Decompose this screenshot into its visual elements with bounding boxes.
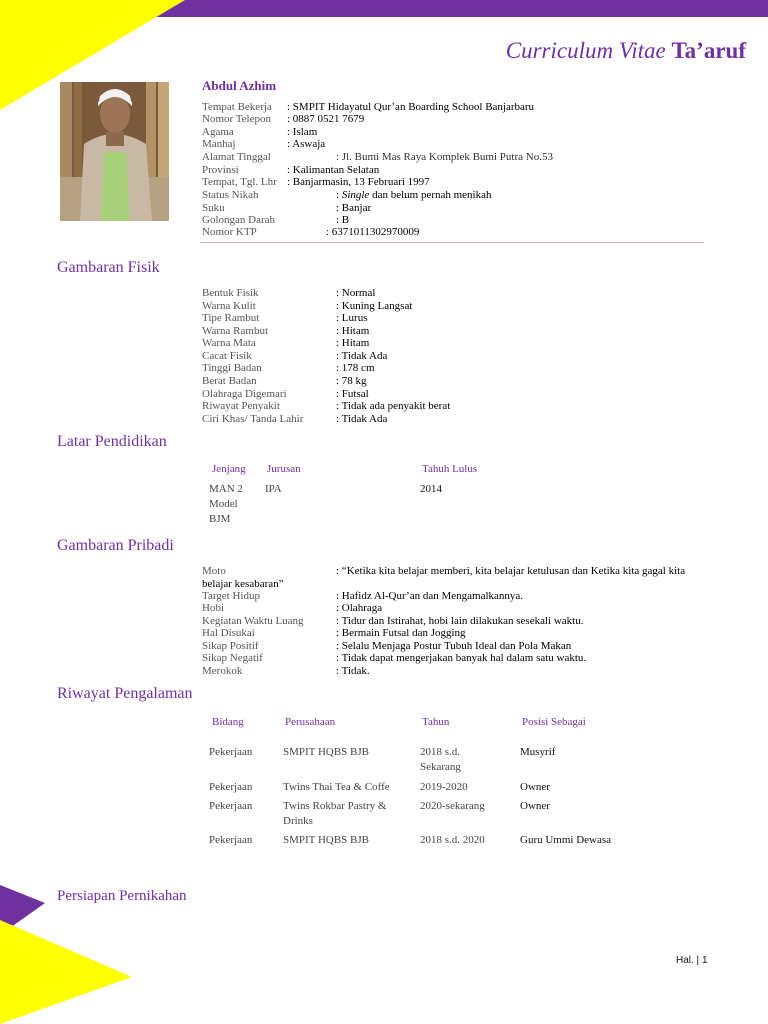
candidate-name: Abdul Azhim (202, 78, 277, 93)
table-cell: Pekerjaan (209, 746, 253, 758)
table-cell: Guru Ummi Dewasa (520, 834, 612, 846)
table-cell: Twins Rokbar Pastry & Drinks (283, 800, 387, 827)
title-bold: Ta’aruf (671, 38, 746, 63)
section-heading-pernikahan: Persiapan Pernikahan (57, 888, 187, 904)
table-cell: Musyrif (520, 746, 556, 758)
table-cell: Owner (520, 781, 550, 793)
table-cell: Pekerjaan (209, 781, 253, 793)
table-cell: 2020-sekarang (420, 800, 485, 812)
table-cell: Pekerjaan (209, 834, 253, 846)
table-header: Bidang (212, 716, 244, 728)
section-heading-fisik: Gambaran Fisik (57, 259, 160, 276)
profile-photo (60, 82, 169, 221)
page-number: Hal. | 1 (676, 955, 708, 966)
document-title (506, 38, 746, 64)
table-cell: 2018 s.d. 2020 (420, 834, 485, 846)
table-cell: SMPIT HQBS BJB (283, 834, 369, 846)
section-heading-pribadi: Gambaran Pribadi (57, 537, 174, 554)
table-cell: 2019-2020 (420, 781, 468, 793)
table-cell: MAN 2 Model BJM (209, 483, 243, 525)
table-cell: Twins Thai Tea & Coffe (283, 781, 390, 793)
table-header: Posisi Sebagai (522, 716, 586, 728)
table-cell: 2014 (420, 483, 442, 495)
title-italic: Curriculum Vitae (505, 38, 666, 63)
top-accent-bar (140, 0, 768, 17)
table-cell: IPA (265, 483, 282, 495)
table-cell: 2018 s.d. Sekarang (420, 746, 461, 773)
bottom-yellow-triangle (0, 905, 135, 1024)
table-header: Perusahaan (285, 716, 336, 728)
table-header: Tahun (422, 716, 450, 728)
table-cell: SMPIT HQBS BJB (283, 746, 369, 758)
table-header: Jurusan (267, 463, 301, 475)
profile-divider (200, 242, 704, 243)
section-heading-pendidikan: Latar Pendidikan (57, 433, 167, 450)
table-header: Tahuh Lulus (422, 463, 478, 475)
section-heading-pengalaman: Riwayat Pengalaman (57, 685, 193, 702)
table-header: Jenjang (212, 463, 246, 475)
table-cell: Owner (520, 800, 550, 812)
table-cell: Pekerjaan (209, 800, 253, 812)
